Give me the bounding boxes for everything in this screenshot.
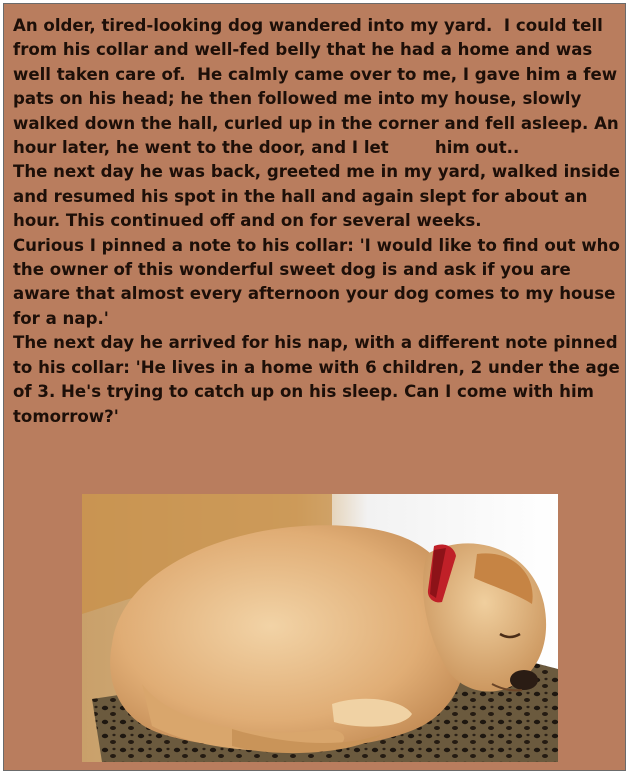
story-paragraph-3: Curious I pinned a note to his collar: 'I would like to find out who the owner of this wonderful sweet dog is and ask if you are aware that almost every afternoon your dog comes to my house for a nap.' bbox=[13, 235, 626, 328]
story-text bbox=[13, 14, 626, 429]
sleeping-dog-photo bbox=[82, 494, 558, 762]
story-paragraph-4: The next day he arrived for his nap, with a different note pinned to his collar: 'He lives in a home with 6 children, 2 under the age of 3. He's trying to catch up on his sleep. Can I come with him tomorrow?' bbox=[13, 333, 626, 426]
dog-nose bbox=[510, 670, 538, 690]
story-paragraph-1: An older, tired-looking dog wandered into my yard. I could tell from his collar and well-fed belly that he had a home and was well taken care of. He calmly came over to me, I gave him a few pats on his head; he then followed me into my house, slowly walked down the hall, curled up in the corner and fell asleep. An hour later, he went to the door, and I let him out.. bbox=[13, 16, 625, 158]
story-paragraph-2: The next day he was back, greeted me in my yard, walked inside and resumed his spot in the hall and again slept for about an hour. This continued off and on for several weeks. bbox=[13, 162, 626, 231]
